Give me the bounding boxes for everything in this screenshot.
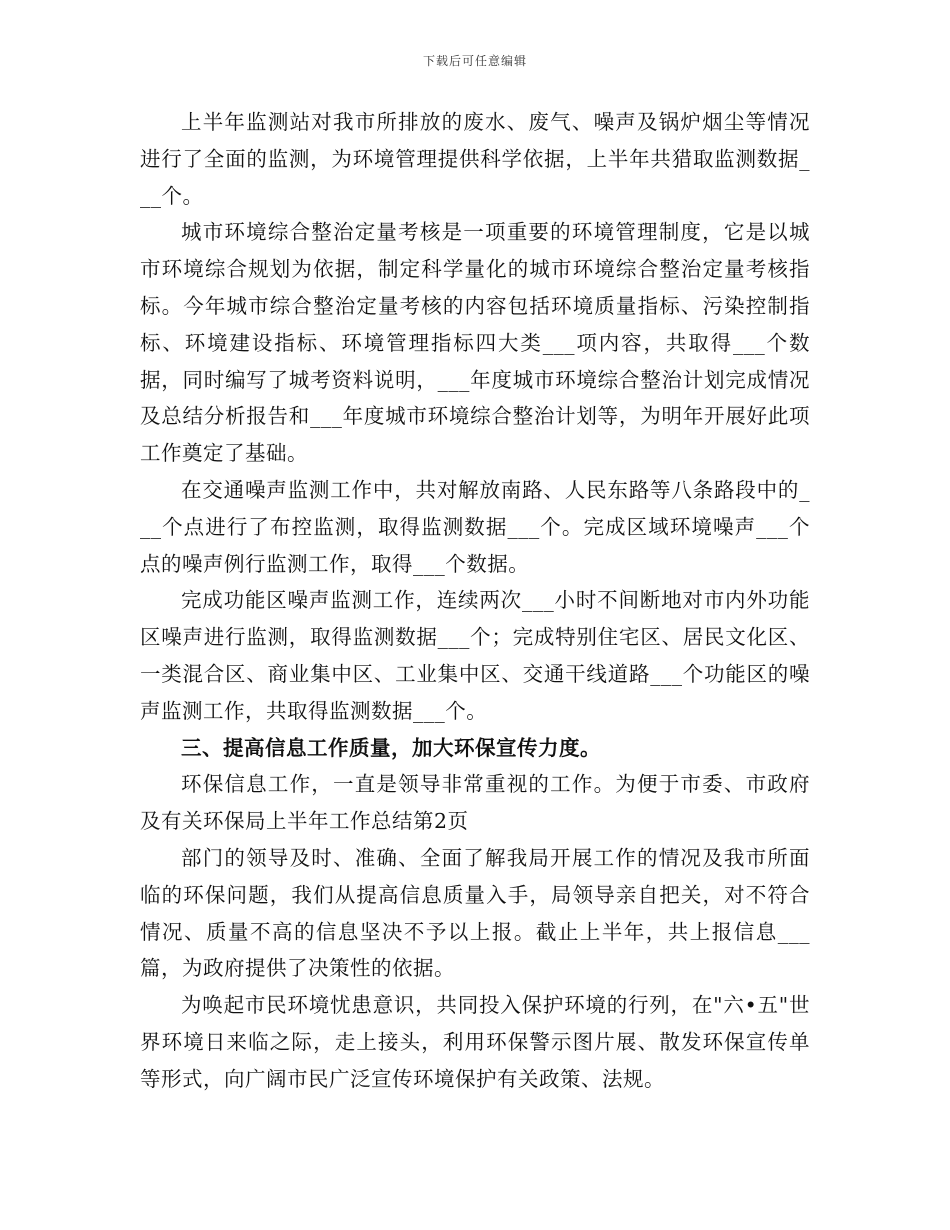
paragraph-monitoring-data: 上半年监测站对我市所排放的废水、废气、噪声及锅炉烟尘等情况进行了全面的监测，为环境管理提供科学依据，上半年共猎取监测数据___个。 [140,110,810,208]
paragraph-info-reporting: 部门的领导及时、准确、全面了解我局开展工作的情况及我市所面临的环保问题，我们从提高信息质量入手，局领导亲自把关，对不符合情况、质量不高的信息坚决不予以上报。截止上半年，共上报信息___篇，为政府提供了决策性的依据。 [140,845,810,981]
paragraph-traffic-noise: 在交通噪声监测工作中，共对解放南路、人民东路等八条路段中的___个点进行了布控监测，取得监测数据___个。完成区域环境噪声___个点的噪声例行监测工作，取得___个数据。 [140,477,810,576]
paragraph-info-work: 环保信息工作，一直是领导非常重视的工作。为便于市委、市政府及有关环保局上半年工作总结第2页 [140,772,810,834]
page-header-note: 下载后可任意编辑 [422,54,527,68]
document-body [140,104,810,1098]
paragraph-city-assessment: 城市环境综合整治定量考核是一项重要的环境管理制度，它是以城市环境综合规划为依据，制定科学量化的城市环境综合整治定量考核指标。今年城市综合整治定量考核的内容包括环境质量指标、污染控制指标、环境建设指标、环境管理指标四大类___项内容，共取得___个数据，同时编写了城考资料说明，___年度城市环境综合整治计划完成情况及总结分析报告和___年度城市环境综合整治计划等，为明年开展好此项工作奠定了基础。 [140,220,810,466]
paragraph-publicity: 为唤起市民环境忧患意识，共同投入保护环境的行列，在"六•五"世界环境日来临之际，走上接头，利用环保警示图片展、散发环保宣传单等形式，向广阔市民广泛宣传环境保护有关政策、法规。 [140,993,810,1091]
section-heading-3: 三、提高信息工作质量，加大环保宣传力度。 [181,735,601,760]
paragraph-functional-zone-noise: 完成功能区噪声监测工作，连续两次___小时不间断地对市内外功能区噪声进行监测，取得监测数据___个；完成特别住宅区、居民文化区、一类混合区、商业集中区、工业集中区、交通干线道路___个功能区的噪声监测工作，共取得监测数据___个。 [140,588,810,723]
